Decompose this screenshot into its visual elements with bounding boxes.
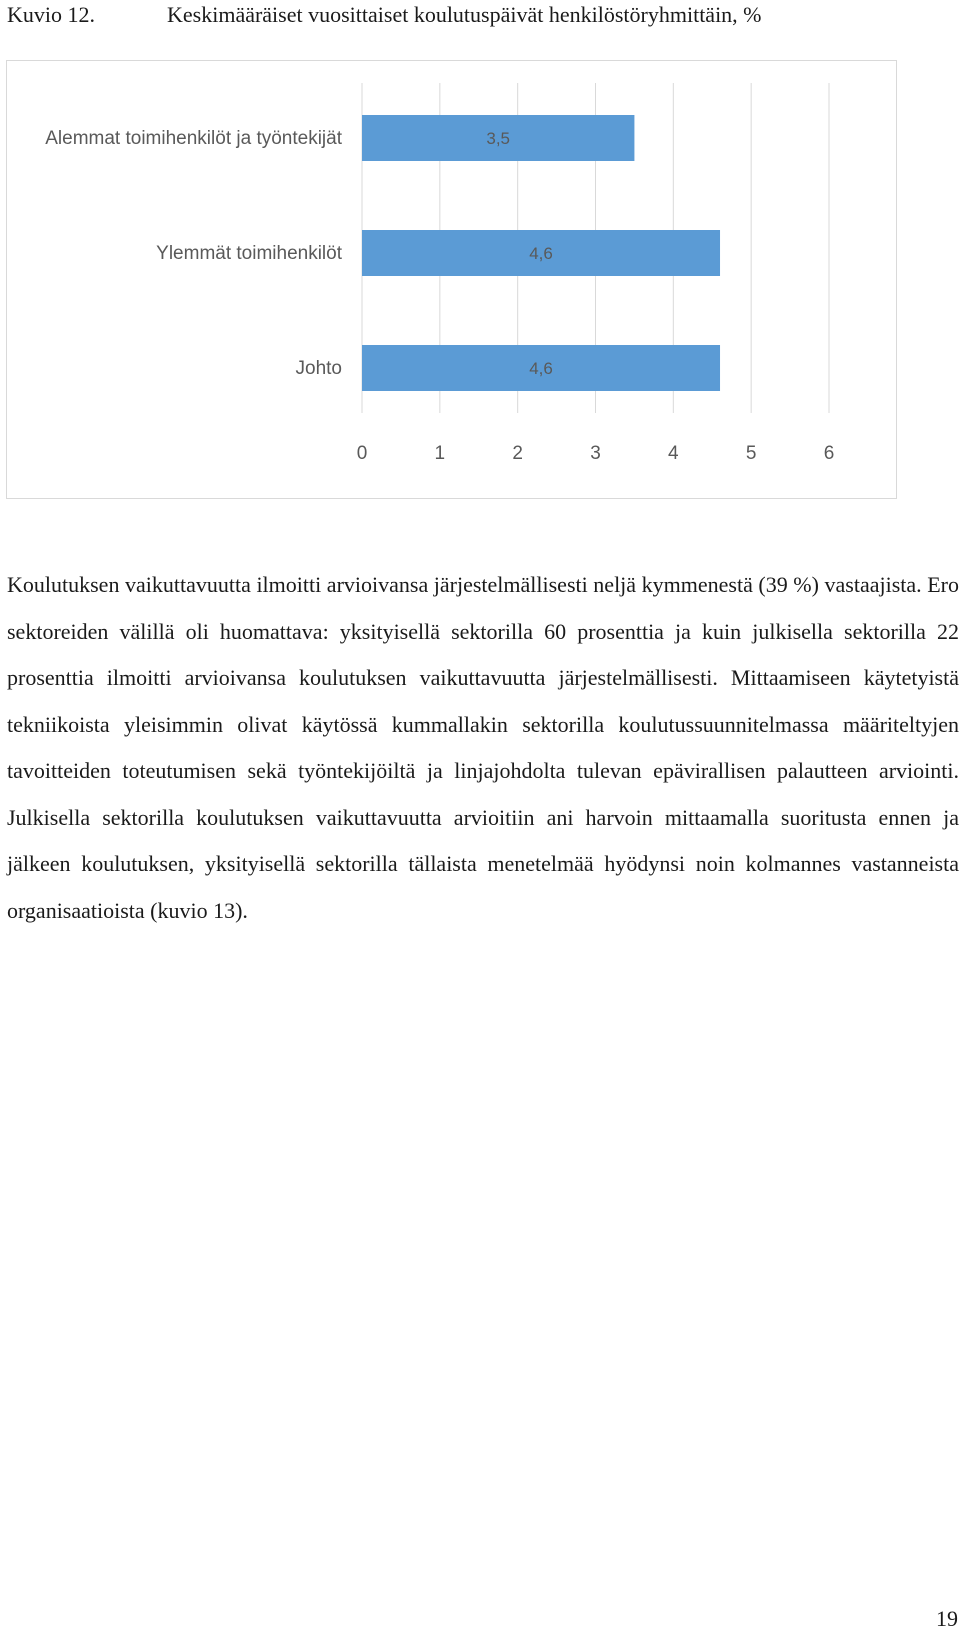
category-label: Johto (295, 358, 342, 379)
x-tick-label: 4 (668, 443, 679, 464)
x-tick-label: 2 (512, 443, 523, 464)
chart-canvas (7, 61, 898, 500)
data-label: 4,6 (529, 359, 553, 378)
x-tick-label: 0 (356, 443, 368, 464)
x-tick-label: 1 (434, 443, 446, 464)
bar-chart (6, 60, 897, 499)
figure-title: Keskimääräiset vuosittaiset koulutuspäivät henkilöstöryhmittäin, % (167, 2, 762, 27)
page-number: 19 (936, 1606, 958, 1631)
x-tick-label: 3 (590, 443, 601, 464)
category-label: Alemmat toimihenkilöt ja työntekijät (45, 128, 342, 149)
figure-number: Kuvio 12. (7, 2, 95, 27)
category-label: Ylemmät toimihenkilöt (156, 243, 342, 264)
x-tick-label: 6 (823, 443, 835, 464)
data-label: 3,5 (486, 129, 511, 148)
x-tick-label: 5 (745, 443, 757, 464)
body-paragraph: Koulutuksen vaikuttavuutta ilmoitti arvioivansa järjestelmällisesti neljä kymmenestä (39 %) vastaajista. Ero sektoreiden välillä oli huomattava: yksityisellä sektorilla 60 prosenttia ja kuin julkisella sektorilla 22 prosenttia ilmoitti arvioivansa koulutuksen vaikuttavuutta järjestelmällisesti. Mittaamiseen käytetyistä tekniikoista yleisimmin olivat käytössä kummallakin sektorilla koulutussuunnitelmassa määriteltyjen tavoitteiden toteutumisen sekä työntekijöiltä ja linjajohdolta tulevan epävirallisen palautteen arviointi. Julkisella sektorilla koulutuksen vaikuttavuutta arvioitiin ani harvoin mittaamalla suoritusta ennen ja jälkeen koulutuksen, yksityisellä sektorilla tällaista menetelmää hyödynsi noin kolmannes vastanneista organisaatioista (kuvio 13). (7, 572, 959, 923)
data-label: 4,6 (529, 244, 553, 263)
figure-caption (7, 2, 762, 28)
